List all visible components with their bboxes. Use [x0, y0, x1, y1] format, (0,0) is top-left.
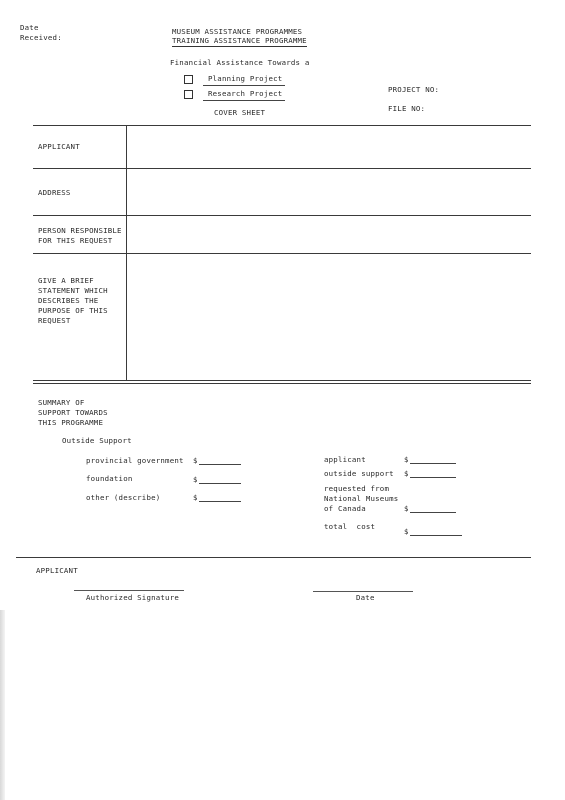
planning-project-label: Planning Project: [208, 74, 283, 83]
summary-heading: SUMMARY OF SUPPORT TOWARDS THIS PROGRAMME: [38, 398, 108, 427]
foundation-amount-field[interactable]: [199, 483, 241, 484]
foundation-currency: $: [193, 475, 198, 484]
applicant-support-currency: $: [404, 455, 409, 464]
requested-nmc-amount-field[interactable]: [410, 512, 456, 513]
signature-applicant-label: APPLICANT: [36, 566, 78, 575]
form-bottom-border-1: [33, 380, 531, 381]
financial-assistance-label: Financial Assistance Towards a: [170, 58, 310, 67]
foundation-label: foundation: [86, 474, 133, 483]
person-responsible-field[interactable]: [127, 216, 531, 253]
applicant-label: APPLICANT: [38, 142, 80, 151]
project-no-label: PROJECT NO:: [388, 85, 440, 94]
file-no-label: FILE NO:: [388, 104, 426, 113]
date-received-label: Date Received:: [20, 23, 62, 42]
planning-project-underline: [203, 85, 285, 86]
research-project-checkbox[interactable]: [184, 90, 193, 99]
outside-support-total-amount-field[interactable]: [410, 477, 456, 478]
person-responsible-label: PERSON RESPONSIBLE FOR THIS REQUEST: [38, 226, 122, 245]
provincial-government-amount-field[interactable]: [199, 464, 241, 465]
total-cost-label: total cost: [324, 522, 376, 531]
program-title-line2-text: TRAINING ASSISTANCE PROGRAMME: [172, 36, 307, 45]
program-title-line1: MUSEUM ASSISTANCE PROGRAMMES: [172, 27, 303, 36]
address-label: ADDRESS: [38, 188, 71, 197]
provincial-government-currency: $: [193, 456, 198, 465]
brief-statement-label: GIVE A BRIEF STATEMENT WHICH DESCRIBES THE PURPOSE OF THIS REQUEST: [38, 276, 108, 325]
total-cost-currency: $: [404, 527, 409, 536]
other-describe-amount-field[interactable]: [199, 501, 241, 502]
authorized-signature-label: Authorized Signature: [86, 593, 179, 602]
other-describe-label: other (describe): [86, 493, 161, 502]
brief-statement-field[interactable]: [127, 254, 531, 380]
total-cost-amount-field[interactable]: [410, 535, 462, 536]
research-project-underline: [203, 100, 285, 101]
cover-sheet-title: COVER SHEET: [214, 108, 266, 117]
research-project-label: Research Project: [208, 89, 283, 98]
authorized-signature-line[interactable]: [74, 590, 184, 591]
applicant-support-label: applicant: [324, 455, 366, 464]
planning-project-checkbox[interactable]: [184, 75, 193, 84]
outside-support-total-label: outside support: [324, 469, 394, 478]
outside-support-total-currency: $: [404, 469, 409, 478]
outside-support-label: Outside Support: [62, 436, 132, 445]
signature-section-border: [16, 557, 531, 558]
applicant-field[interactable]: [127, 126, 531, 168]
applicant-support-amount-field[interactable]: [410, 463, 456, 464]
scan-edge-shadow: [0, 610, 5, 800]
requested-nmc-currency: $: [404, 504, 409, 513]
address-field[interactable]: [127, 169, 531, 215]
program-title-line2: [172, 36, 307, 46]
requested-nmc-label: requested from National Museums of Canada: [324, 484, 399, 513]
signature-date-label: Date: [356, 593, 375, 602]
provincial-government-label: provincial government: [86, 456, 184, 465]
other-describe-currency: $: [193, 493, 198, 502]
signature-date-line[interactable]: [313, 591, 413, 592]
form-bottom-border-2: [33, 383, 531, 384]
